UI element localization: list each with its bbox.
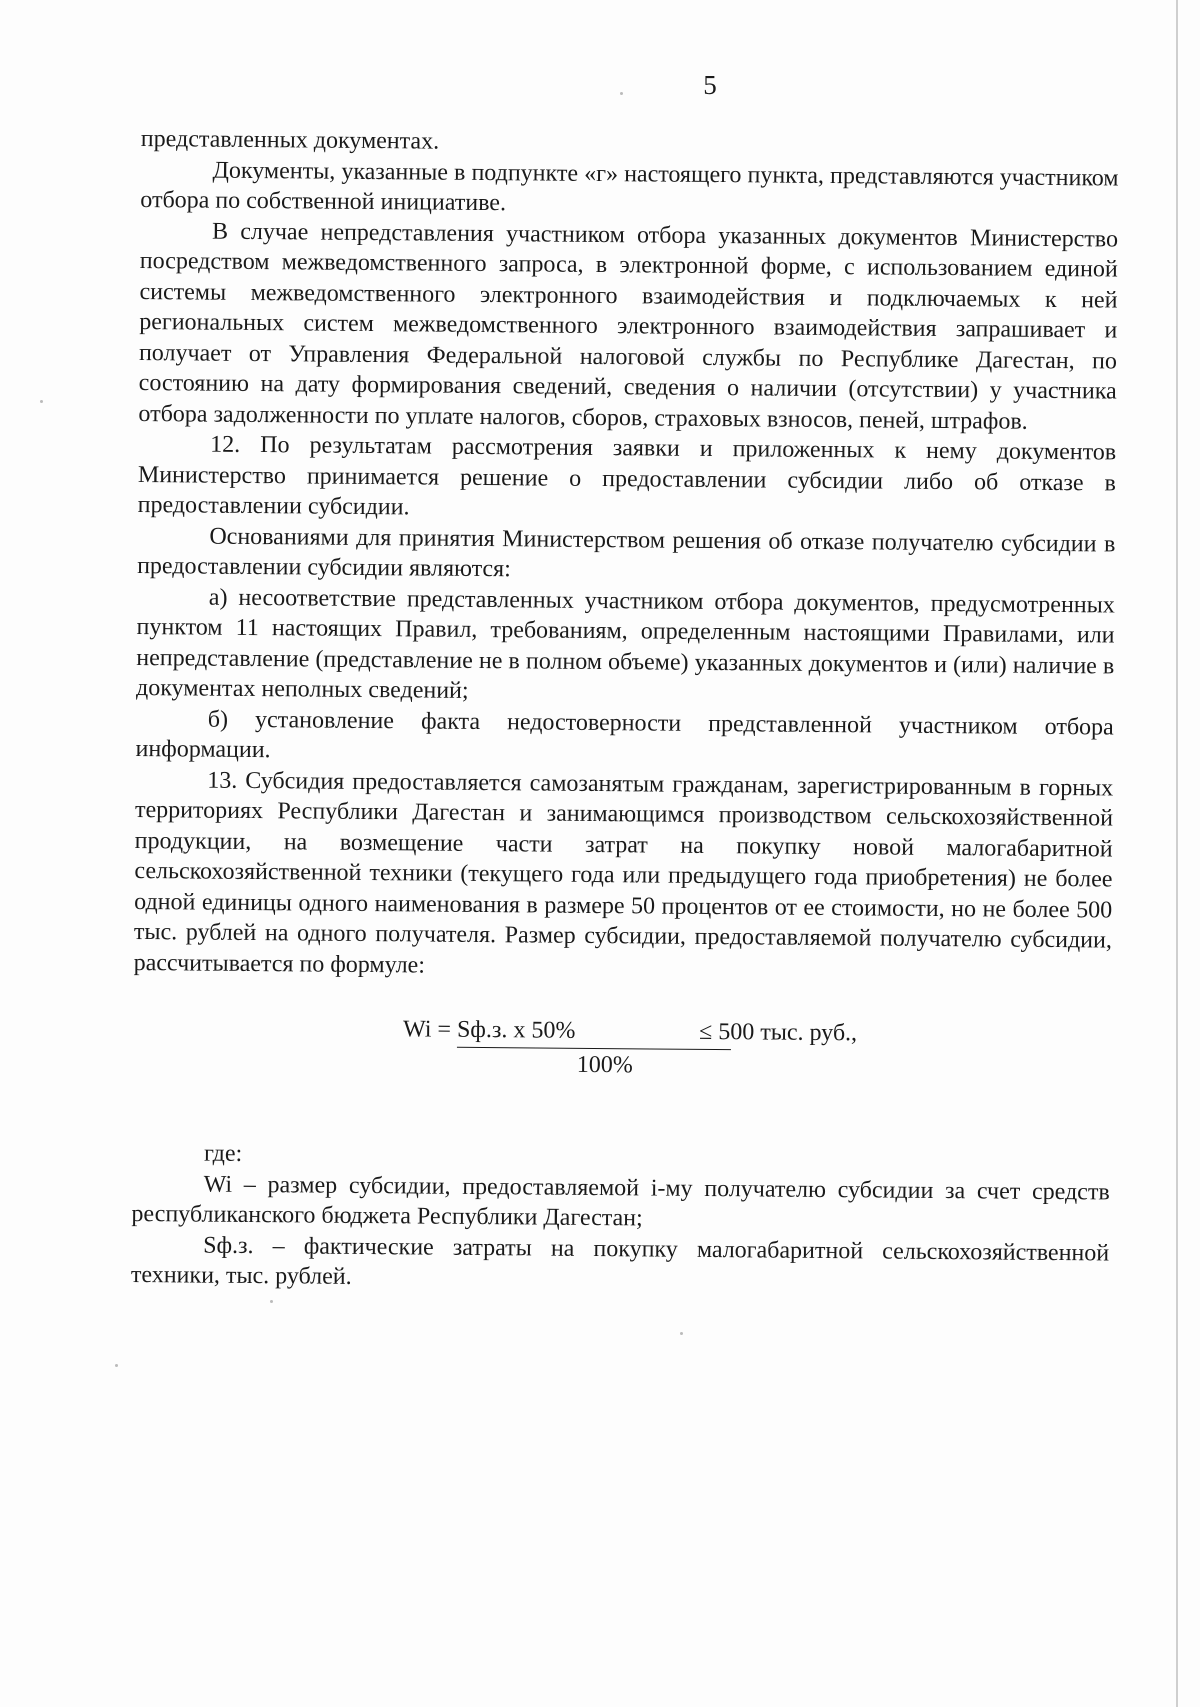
paragraph-documents-initiative: Документы, указанные в подпункте «г» настоящего пункта, представляются участником отбора по собственной инициативе.	[140, 157, 1119, 217]
formula-lhs: Wi =	[402, 1016, 452, 1043]
formula-denominator: 100%	[576, 1051, 633, 1079]
paragraph-clause-12: 12. По результатам рассмотрения заявки и приложенных к нему документов Министерство принимается решение о предоставлении субсидии либо об отказе в предоставлении субсидии.	[137, 431, 1117, 521]
formula-lhs-and-numerator	[403, 1014, 731, 1049]
paragraph-item-a: а) несоответствие представленных участником отбора документов, предусмотренных пунктом 11 настоящих Правил, требованиям, определенным настоящими Правилами, или непредставление (представление не в полном объеме) указанных документов и (или) наличие в документах неполных сведений;	[135, 584, 1115, 704]
paragraph-clause-13: 13. Субсидия предоставляется самозанятым гражданам, зарегистрированным в горных территориях Республики Дагестан и занимающимся производством сельскохозяйственной продукции, на возмещение части затрат на покупку новой малогабаритной сельскохозяйственной техники (текущего года или предыдущего года приобретения) не более одной единицы одного наименования в размере 50 процентов от ее стоимости, но не более 500 тыс. рублей на одного получателя. Размер субсидии, предоставляемой получателю субсидии, рассчитывается по формуле:	[133, 767, 1114, 979]
scan-speck	[115, 1364, 118, 1367]
formula-relation: ≤ 500 тыс. руб.,	[698, 1018, 858, 1047]
scan-speck	[40, 400, 43, 403]
subsidy-formula	[132, 988, 1111, 1147]
scan-speck	[620, 92, 623, 95]
scan-speck	[680, 1332, 683, 1335]
paragraph-interagency-request: В случае непредставления участником отбора указанных документов Министерство посредством межведомственного запроса, в электронной форме, с использованием единой системы межведомственного электронного взаимодействия и подключаемых к ней региональных систем межведомственного электронного взаимодействия запрашивает и получает от Управления Федеральной налоговой службы по Республике Дагестан, по состоянию на дату формирования сведений, сведения о наличии (отсутствии) у участника отбора задолженности по уплате налогов, сборов, страховых взносов, пеней, штрафов.	[138, 218, 1119, 435]
scan-speck	[270, 1300, 273, 1303]
scan-edge	[1176, 0, 1178, 1707]
document-body	[131, 124, 1119, 1299]
formula-numerator: Sф.з. х 50%	[457, 1015, 731, 1050]
legend-label: где:	[203, 1140, 243, 1167]
legend-wi: Wi – размер субсидии, предоставляемой i-му получателю субсидии за счет средств республиканского бюджета Республики Дагестан;	[131, 1171, 1110, 1232]
paragraph-refusal-grounds: Основаниями для принятия Министерством решения об отказе получателю субсидии в предоставлении субсидии являются:	[137, 523, 1116, 583]
page-number: 5	[703, 70, 717, 100]
paragraph-continuation: представленных документах.	[140, 125, 440, 155]
paragraph-item-b: б) установление факта недостоверности представленной участником отбора информации.	[135, 706, 1114, 764]
legend-sfz: Sф.з. – фактические затраты на покупку малогабаритной сельскохозяйственной техники, тыс. рублей.	[130, 1232, 1110, 1290]
formula-legend	[131, 1138, 1110, 1299]
